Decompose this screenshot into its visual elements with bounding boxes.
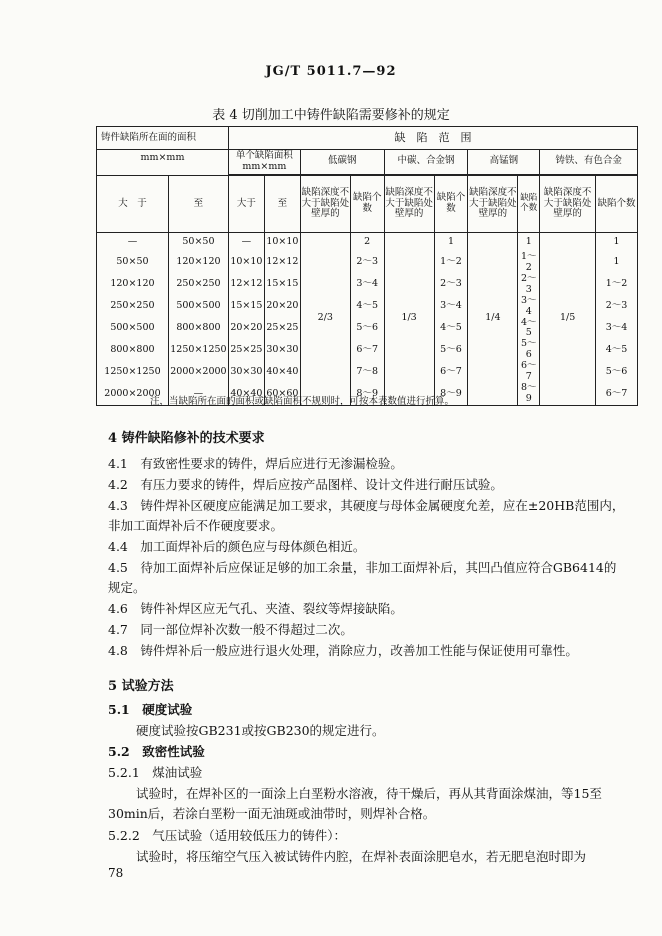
header-depth: 缺陷深度不大于缺陷处壁厚的 (384, 176, 434, 233)
para-5-2-2: 试验时，将压缩空气压入被试铸件内腔，在焊补表面涂肥皂水，若无肥皂泡时即为 (136, 849, 587, 864)
cell-count-high: 4～5 (518, 318, 540, 340)
cell-area-gt: 800×800 (97, 339, 169, 361)
table-note: 注，当缺陷所在面的面积或缺陷面积不规则时，可按本表数值进行折算。 (150, 396, 455, 407)
cell-count-high: 2～3 (518, 274, 540, 296)
cell-count-high: 1 (518, 233, 540, 253)
para-4-2: 4.2 有压力要求的铸件，焊后应按产品图样、设计文件进行耐压试验。 (108, 477, 503, 492)
para-4-4: 4.4 加工面焊补后的颜色应与母体颜色相近。 (108, 539, 366, 554)
cell-single-gt: — (228, 233, 264, 253)
cell-count-mid: 5～6 (434, 339, 468, 361)
cell-single-to: 40×40 (264, 361, 300, 383)
para-4-8: 4.8 铸件焊补后一般应进行退火处理，消除应力，改善加工性能与保证使用可靠性。 (108, 643, 578, 658)
cell-area-to: 800×800 (168, 318, 228, 340)
cell-single-gt: 15×15 (228, 296, 264, 318)
section-5-2-heading: 5.2 致密性试验 (108, 744, 205, 759)
cell-single-gt: 30×30 (228, 361, 264, 383)
cell-area-gt: 120×120 (97, 274, 169, 296)
header-gt2: 大于 (228, 176, 264, 233)
cell-single-gt: 20×20 (228, 318, 264, 340)
cell-count-mid: 8～9 (434, 383, 468, 405)
cell-area-gt: 2000×2000 (97, 383, 169, 405)
header-depth: 缺陷深度不大于缺陷处壁厚的 (468, 176, 518, 233)
cell-count-iron: 5～6 (596, 361, 638, 383)
cell-count-low: 2 (350, 233, 384, 253)
cell-single-gt: 10×10 (228, 252, 264, 274)
header-high-mn: 高锰钢 (468, 150, 540, 175)
para-4-1: 4.1 有致密性要求的铸件，焊后应进行无渗漏检验。 (108, 456, 403, 471)
cell-depth-iron: 1/5 (540, 233, 596, 406)
cell-area-to: 250×250 (168, 274, 228, 296)
cell-count-iron: 2～3 (596, 296, 638, 318)
cell-count-high: 1～2 (518, 252, 540, 274)
cell-count-iron: 1～2 (596, 274, 638, 296)
cell-count-iron: 1 (596, 233, 638, 253)
header-area: 铸件缺陷所在面的面积 (97, 127, 229, 150)
cell-count-mid: 4～5 (434, 318, 468, 340)
cell-count-low: 8～9 (350, 383, 384, 405)
cell-count-high: 8～9 (518, 383, 540, 405)
cell-area-gt: 1250×1250 (97, 361, 169, 383)
header-depth: 缺陷深度不大于缺陷处壁厚的 (540, 176, 596, 233)
cell-count-low: 7～8 (350, 361, 384, 383)
cell-count-low: 5～6 (350, 318, 384, 340)
cell-depth-low: 2/3 (300, 233, 350, 406)
para-4-3: 4.3 铸件焊补区硬度应能满足加工要求，其硬度与母体金属硬度允差，应在±20HB范围内，非加工面焊补后不作硬度要求。 (108, 498, 625, 533)
cell-single-gt: 40×40 (228, 383, 264, 405)
cell-area-to: 1250×1250 (168, 339, 228, 361)
header-gt: 大 于 (97, 176, 169, 233)
header-unit: mm×mm (97, 150, 229, 176)
cell-count-high: 6～7 (518, 361, 540, 383)
para-4-5: 4.5 待加工面焊补后应保证足够的加工余量，非加工面焊补后，其凹凸值应符合GB6414的规定。 (108, 560, 617, 595)
cell-count-mid: 3～4 (434, 296, 468, 318)
section-5-1-heading: 5.1 硬度试验 (108, 702, 193, 717)
cell-single-to: 10×10 (264, 233, 300, 253)
section-4-heading: 4 铸件缺陷修补的技术要求 (108, 431, 265, 446)
header-mid-carbon: 中碳、合金钢 (384, 150, 468, 175)
cell-single-gt: 12×12 (228, 274, 264, 296)
header-to: 至 (168, 176, 228, 233)
cell-count-mid: 2～3 (434, 274, 468, 296)
cell-count-mid: 1～2 (434, 252, 468, 274)
header-count: 缺陷个数 (350, 176, 384, 233)
page-header: JG/T 5011.7—92 (265, 64, 397, 79)
header-depth: 缺陷深度不大于缺陷处壁厚的 (300, 176, 350, 233)
cell-single-to: 60×60 (264, 383, 300, 405)
cell-area-to: 120×120 (168, 252, 228, 274)
section-5-heading: 5 试验方法 (108, 679, 174, 694)
header-single: 单个缺陷面积 mm×mm (228, 150, 300, 175)
cell-depth-mid: 1/3 (384, 233, 434, 406)
para-4-6: 4.6 铸件补焊区应无气孔、夹渣、裂纹等焊接缺陷。 (108, 601, 403, 616)
cell-area-gt: 250×250 (97, 296, 169, 318)
cell-area-gt: 50×50 (97, 252, 169, 274)
cell-count-iron: 4～5 (596, 339, 638, 361)
cell-count-iron: 3～4 (596, 318, 638, 340)
cell-area-to: 50×50 (168, 233, 228, 253)
cell-count-iron: 6～7 (596, 383, 638, 405)
para-5-1: 硬度试验按GB231或按GB230的规定进行。 (136, 723, 385, 738)
section-5-2-2-heading: 5.2.2 气压试验（适用较低压力的铸件）： (108, 828, 347, 843)
cell-single-gt: 25×25 (228, 339, 264, 361)
cell-single-to: 25×25 (264, 318, 300, 340)
cell-area-gt: 500×500 (97, 318, 169, 340)
header-range: 缺 陷 范 围 (228, 127, 637, 150)
cell-count-low: 2～3 (350, 252, 384, 274)
header-to2: 至 (264, 176, 300, 233)
cell-single-to: 15×15 (264, 274, 300, 296)
header-low-carbon: 低碳钢 (300, 150, 384, 175)
cell-count-mid: 1 (434, 233, 468, 253)
defect-table (96, 126, 638, 406)
header-count: 缺陷个数 (434, 176, 468, 233)
cell-area-to: 2000×2000 (168, 361, 228, 383)
cell-depth-high: 1/4 (468, 233, 518, 406)
cell-count-mid: 6～7 (434, 361, 468, 383)
header-count: 缺陷个数 (518, 176, 540, 233)
cell-count-iron: 1 (596, 252, 638, 274)
table-caption: 表 4 切削加工中铸件缺陷需要修补的规定 (212, 108, 450, 123)
cell-count-low: 3～4 (350, 274, 384, 296)
page-number: 78 (108, 866, 124, 880)
header-iron: 铸铁、有色合金 (540, 150, 638, 175)
cell-count-high: 5～6 (518, 339, 540, 361)
cell-area-to: 500×500 (168, 296, 228, 318)
table-row (97, 233, 638, 253)
cell-single-to: 20×20 (264, 296, 300, 318)
cell-area-to: — (168, 383, 228, 405)
cell-single-to: 12×12 (264, 252, 300, 274)
cell-area-gt: — (97, 233, 169, 253)
cell-single-to: 30×30 (264, 339, 300, 361)
cell-count-low: 4～5 (350, 296, 384, 318)
header-count: 缺陷个数 (596, 176, 638, 233)
para-4-7: 4.7 同一部位焊补次数一般不得超过二次。 (108, 622, 353, 637)
section-5-2-1-heading: 5.2.1 煤油试验 (108, 765, 203, 780)
cell-count-high: 3～4 (518, 296, 540, 318)
cell-count-low: 6～7 (350, 339, 384, 361)
para-5-2-1: 试验时，在焊补区的一面涂上白垩粉水溶液，待干燥后，再从其背面涂煤油，等15至30min后，若涂白垩粉一面无油斑或油带时，则焊补合格。 (108, 786, 602, 821)
